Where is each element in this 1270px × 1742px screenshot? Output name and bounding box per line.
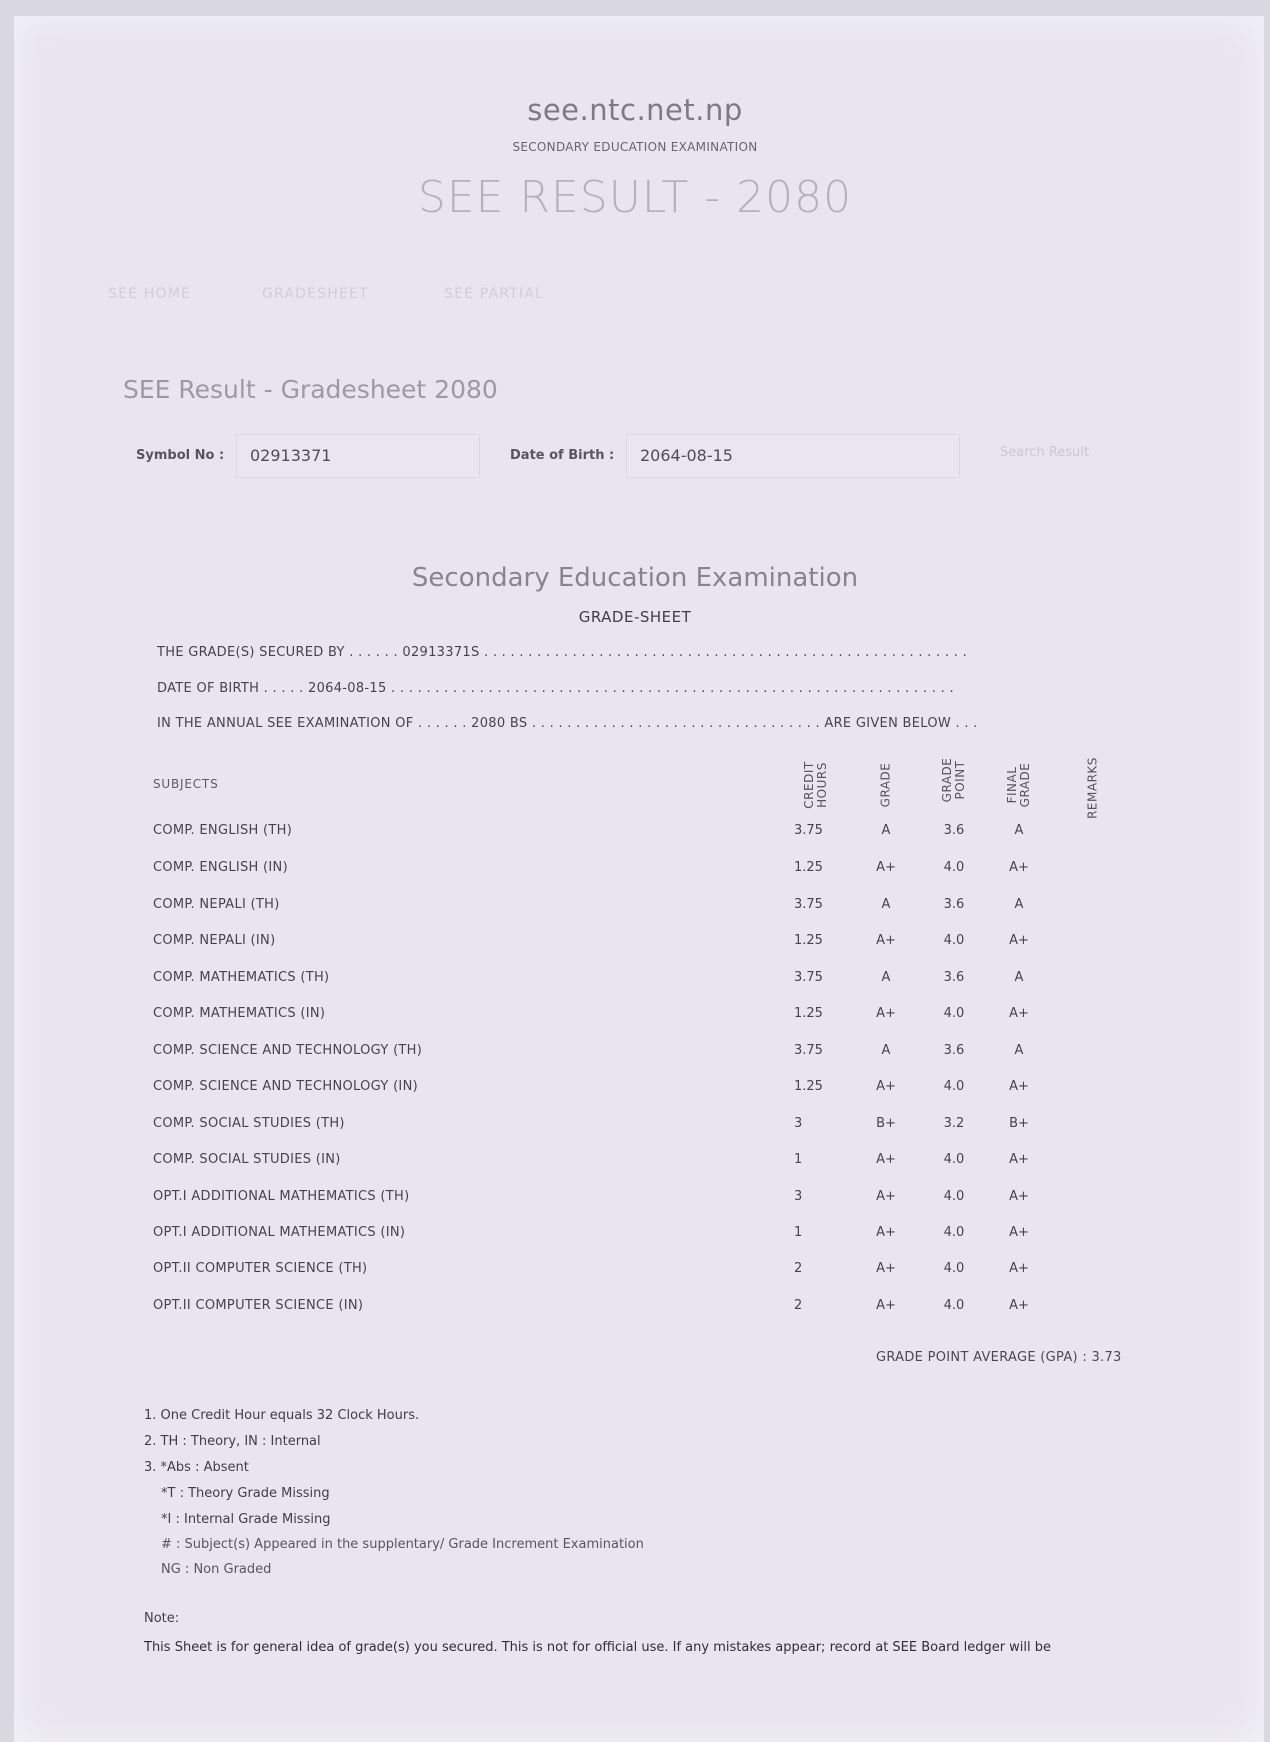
grade-point-cell: 4.0 — [943, 1298, 965, 1313]
footnote-item: 1. One Credit Hour equals 32 Clock Hours. — [144, 1408, 420, 1423]
credit-cell: 1.25 — [794, 933, 823, 948]
subject-cell: COMP. SCIENCE AND TECHNOLOGY (IN) — [153, 1079, 418, 1094]
symbol-input[interactable]: 02913371 — [236, 434, 480, 478]
grade-cell: A+ — [876, 933, 896, 948]
credit-cell: 1.25 — [794, 1006, 823, 1021]
final-grade-cell: A — [1014, 970, 1024, 985]
final-grade-cell: A — [1014, 823, 1024, 838]
gpa-line: GRADE POINT AVERAGE (GPA) : 3.73 — [876, 1350, 1122, 1365]
final-grade-cell: A+ — [1009, 1261, 1029, 1276]
secured-by-line: THE GRADE(S) SECURED BY . . . . . . 02913371S . . . . . . . . . . . . . . . . . . . . . . . . . . . . . . . . . . . . . . . . . . . . . . . . . . . . . . . — [157, 645, 968, 660]
symbol-label: Symbol No : — [136, 448, 225, 463]
grade-cell: A+ — [876, 1152, 896, 1167]
note-text: This Sheet is for general idea of grade(s) you secured. This is not for official use. If any mistakes appear; record at SEE Board ledger will be — [144, 1640, 1052, 1655]
subject-cell: COMP. NEPALI (TH) — [153, 897, 280, 912]
credit-cell: 3 — [794, 1189, 803, 1204]
grade-cell: A+ — [876, 1261, 896, 1276]
final-grade-cell: A+ — [1009, 1006, 1029, 1021]
grade-point-cell: 4.0 — [943, 1261, 965, 1276]
grade-point-cell: 4.0 — [943, 1079, 965, 1094]
subject-cell: COMP. MATHEMATICS (IN) — [153, 1006, 326, 1021]
gradesheet-title: Secondary Education Examination — [411, 563, 859, 593]
grade-point-cell: 3.6 — [943, 1043, 965, 1058]
grade-cell: A+ — [876, 1189, 896, 1204]
credit-cell: 3.75 — [794, 970, 823, 985]
dob-line: DATE OF BIRTH . . . . . 2064-08-15 . . . . . . . . . . . . . . . . . . . . . . . . . . . . . . . . . . . . . . . . . . . . . . . . . . . . . . . . . . . . . . . . — [157, 681, 954, 696]
table-row — [0, 860, 1270, 880]
table-row — [0, 1079, 1270, 1099]
final-grade-cell: A — [1014, 897, 1024, 912]
subject-cell: COMP. MATHEMATICS (TH) — [153, 970, 330, 985]
grade-header-text: GRADE — [878, 762, 893, 808]
credit-cell: 2 — [794, 1261, 803, 1276]
grade-cell: A+ — [876, 860, 896, 875]
table-row — [0, 1043, 1270, 1063]
grade-point-cell: 4.0 — [943, 1152, 965, 1167]
subject-cell: COMP. SOCIAL STUDIES (IN) — [153, 1152, 341, 1167]
final-grade-cell: A+ — [1009, 1152, 1029, 1167]
result-title: SEE RESULT - 2080 — [417, 172, 853, 223]
table-row — [0, 970, 1270, 990]
exam-name-small: SECONDARY EDUCATION EXAMINATION — [512, 140, 758, 154]
grade-point-cell: 4.0 — [943, 1189, 965, 1204]
table-row — [0, 897, 1270, 917]
dob-label: Date of Birth : — [510, 448, 615, 463]
subject-cell: OPT.II COMPUTER SCIENCE (TH) — [153, 1261, 368, 1276]
grade-point-cell: 3.6 — [943, 823, 965, 838]
grade-cell: A — [881, 1043, 891, 1058]
credit-cell: 3.75 — [794, 897, 823, 912]
credit-cell: 1.25 — [794, 1079, 823, 1094]
table-row — [0, 1261, 1270, 1281]
dob-input[interactable]: 2064-08-15 — [626, 434, 960, 478]
grade-cell: A — [881, 897, 891, 912]
page-title: SEE Result - Gradesheet 2080 — [123, 375, 498, 404]
subjects-header: SUBJECTS — [153, 777, 219, 791]
grade-cell: A — [881, 970, 891, 985]
final-grade-cell: A+ — [1009, 933, 1029, 948]
grade-point-header-text: GRADE POINT — [940, 757, 967, 803]
final-grade-cell: A+ — [1009, 1189, 1029, 1204]
credit-cell: 3.75 — [794, 1043, 823, 1058]
footnote-item: 2. TH : Theory, IN : Internal — [144, 1434, 321, 1449]
final-grade-cell: A+ — [1009, 860, 1029, 875]
footnote-item: *I : Internal Grade Missing — [161, 1512, 331, 1527]
grade-point-cell: 4.0 — [943, 933, 965, 948]
final-grade-cell: A+ — [1009, 1079, 1029, 1094]
grade-point-cell: 4.0 — [943, 1006, 965, 1021]
footnote-item: # : Subject(s) Appeared in the supplentary/ Grade Increment Examination — [161, 1537, 644, 1552]
table-row — [0, 1116, 1270, 1136]
credit-cell: 1 — [794, 1225, 803, 1240]
final-grade-header-text: FINAL GRADE — [1005, 762, 1032, 808]
gradesheet-subtitle: GRADE-SHEET — [578, 608, 692, 626]
footnote-item: NG : Non Graded — [161, 1562, 272, 1577]
table-row — [0, 1225, 1270, 1245]
footnote-item: 3. *Abs : Absent — [144, 1460, 249, 1475]
subject-cell: COMP. NEPALI (IN) — [153, 933, 276, 948]
final-grade-cell: A — [1014, 1043, 1024, 1058]
credit-cell: 1 — [794, 1152, 803, 1167]
grade-cell: B+ — [876, 1116, 896, 1131]
grade-cell: A+ — [876, 1298, 896, 1313]
subject-cell: COMP. ENGLISH (IN) — [153, 860, 288, 875]
remarks-header-text: REMARKS — [1085, 757, 1100, 819]
grade-cell: A — [881, 823, 891, 838]
credit-hours-header-text: CREDIT HOURS — [802, 761, 829, 809]
subject-cell: COMP. SOCIAL STUDIES (TH) — [153, 1116, 345, 1131]
grade-point-cell: 4.0 — [943, 1225, 965, 1240]
credit-cell: 3.75 — [794, 823, 823, 838]
footnote-item: *T : Theory Grade Missing — [161, 1486, 330, 1501]
grade-point-cell: 3.6 — [943, 970, 965, 985]
grade-cell: A+ — [876, 1079, 896, 1094]
nav-see-home[interactable]: SEE HOME — [108, 286, 192, 302]
table-row — [0, 1298, 1270, 1318]
subject-cell: OPT.I ADDITIONAL MATHEMATICS (TH) — [153, 1189, 410, 1204]
grade-point-cell: 3.2 — [943, 1116, 965, 1131]
table-row — [0, 1152, 1270, 1172]
search-result-button[interactable]: Search Result — [1000, 445, 1089, 460]
table-row — [0, 823, 1270, 843]
subject-cell: OPT.II COMPUTER SCIENCE (IN) — [153, 1298, 364, 1313]
subject-cell: COMP. SCIENCE AND TECHNOLOGY (TH) — [153, 1043, 423, 1058]
site-url: see.ntc.net.np — [527, 93, 743, 127]
grade-cell: A+ — [876, 1006, 896, 1021]
credit-cell: 1.25 — [794, 860, 823, 875]
table-row — [0, 1189, 1270, 1209]
grade-point-cell: 3.6 — [943, 897, 965, 912]
final-grade-cell: B+ — [1009, 1116, 1029, 1131]
table-row — [0, 933, 1270, 953]
credit-cell: 3 — [794, 1116, 803, 1131]
table-row — [0, 1006, 1270, 1026]
grade-point-cell: 4.0 — [943, 860, 965, 875]
annual-exam-line: IN THE ANNUAL SEE EXAMINATION OF . . . . . . 2080 BS . . . . . . . . . . . . . . . . . . . . . . . . . . . . . . . . . ARE GIVEN BELOW . . . — [157, 716, 978, 731]
final-grade-cell: A+ — [1009, 1298, 1029, 1313]
credit-cell: 2 — [794, 1298, 803, 1313]
nav-see-partial[interactable]: SEE PARTIAL — [444, 286, 545, 302]
grade-cell: A+ — [876, 1225, 896, 1240]
final-grade-cell: A+ — [1009, 1225, 1029, 1240]
subject-cell: OPT.I ADDITIONAL MATHEMATICS (IN) — [153, 1225, 406, 1240]
subject-cell: COMP. ENGLISH (TH) — [153, 823, 293, 838]
nav-gradesheet[interactable]: GRADESHEET — [262, 286, 369, 302]
note-label: Note: — [144, 1611, 180, 1626]
